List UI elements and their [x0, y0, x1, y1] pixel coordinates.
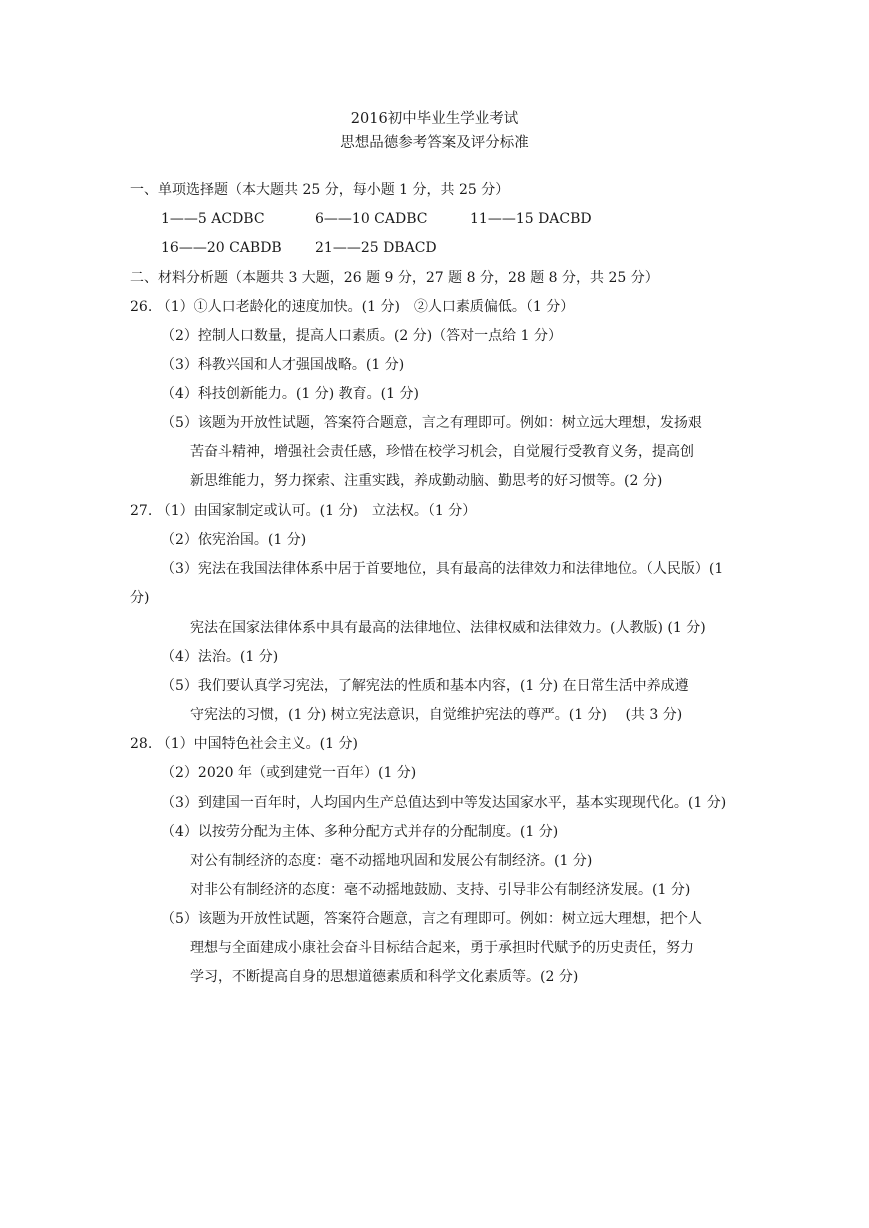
q28-line-8: 理想与全面建成小康社会奋斗目标结合起来，勇于承担时代赋予的历史责任，努力 — [190, 940, 694, 956]
q28-line-3: （3）到建国一百年时，人均国内生产总值达到中等发达国家水平，基本实现现代化。(1 分) — [161, 795, 727, 811]
q27-line-2: （2）依宪治国。(1 分) — [161, 532, 307, 548]
q28-line-5: 对公有制经济的态度：毫不动摇地巩固和发展公有制经济。(1 分) — [190, 853, 593, 869]
answer-group-11-15: 11——15 DACBD — [470, 211, 592, 227]
q27-line-5: 宪法在国家法律体系中具有最高的法律地位、法律权威和法律效力。(人教版) (1 分) — [190, 620, 706, 636]
section2-heading: 二、材料分析题（本题共 3 大题，26 题 9 分，27 题 8 分，28 题 8 分，共 25 分） — [130, 270, 659, 286]
document-title: 2016初中毕业生学业考试 — [350, 111, 519, 127]
q26-line-4: （4）科技创新能力。(1 分) 教育。(1 分) — [161, 386, 419, 402]
answer-row-1 — [161, 210, 721, 228]
q27-line-8: 守宪法的习惯，(1 分) 树立宪法意识，自觉维护宪法的尊严。(1 分) (共 3 分) — [190, 707, 683, 723]
q28-line-7: （5）该题为开放性试题，答案符合题意，言之有理即可。例如：树立远大理想，把个人 — [161, 911, 702, 927]
q27-line-7: （5）我们要认真学习宪法，了解宪法的性质和基本内容，(1 分) 在日常生活中养成遵 — [161, 678, 689, 694]
section1-heading: 一、单项选择题（本大题共 25 分，每小题 1 分，共 25 分） — [130, 182, 510, 198]
q26-line-2: （2）控制人口数量，提高人口素质。(2 分)（答对一点给 1 分） — [161, 328, 562, 344]
q27-line-1: 27. （1）由国家制定或认可。(1 分) 立法权。（1 分） — [130, 503, 477, 519]
q26-line-7: 新思维能力，努力探索、注重实践，养成勤动脑、勤思考的好习惯等。(2 分) — [190, 473, 663, 489]
answer-row-2 — [161, 239, 721, 257]
answer-group-6-10: 6——10 CADBC — [315, 211, 428, 227]
q26-line-3: （3）科教兴国和人才强国战略。(1 分) — [161, 357, 405, 373]
q28-line-6: 对非公有制经济的态度：毫不动摇地鼓励、支持、引导非公有制经济发展。(1 分) — [190, 882, 691, 898]
q26-line-5: （5）该题为开放性试题，答案符合题意，言之有理即可。例如：树立远大理想，发扬艰 — [161, 415, 702, 431]
q28-line-4: （4）以按劳分配为主体、多种分配方式并存的分配制度。(1 分) — [161, 824, 559, 840]
q27-line-4: 分) — [130, 590, 150, 606]
q27-line-6: （4）法治。(1 分) — [161, 649, 279, 665]
document-subtitle: 思想品德参考答案及评分标准 — [340, 135, 529, 151]
q26-line-6: 苦奋斗精神，增强社会责任感，珍惜在校学习机会，自觉履行受教育义务，提高创 — [190, 444, 694, 460]
q28-line-1: 28. （1）中国特色社会主义。(1 分) — [130, 736, 358, 752]
q28-line-2: （2）2020 年（或到建党一百年）(1 分) — [161, 765, 417, 781]
q26-line-1: 26. （1）①人口老龄化的速度加快。(1 分) ②人口素质偏低。（1 分） — [130, 299, 575, 315]
q27-line-3: （3）宪法在我国法律体系中居于首要地位，具有最高的法律效力和法律地位。（人民版）(1 — [161, 561, 724, 577]
answer-group-1-5: 1——5 ACDBC — [161, 211, 265, 227]
q28-line-9: 学习，不断提高自身的思想道德素质和科学文化素质等。(2 分) — [190, 969, 579, 985]
answer-group-21-25: 21——25 DBACD — [315, 240, 437, 256]
answer-group-16-20: 16——20 CABDB — [161, 240, 282, 256]
